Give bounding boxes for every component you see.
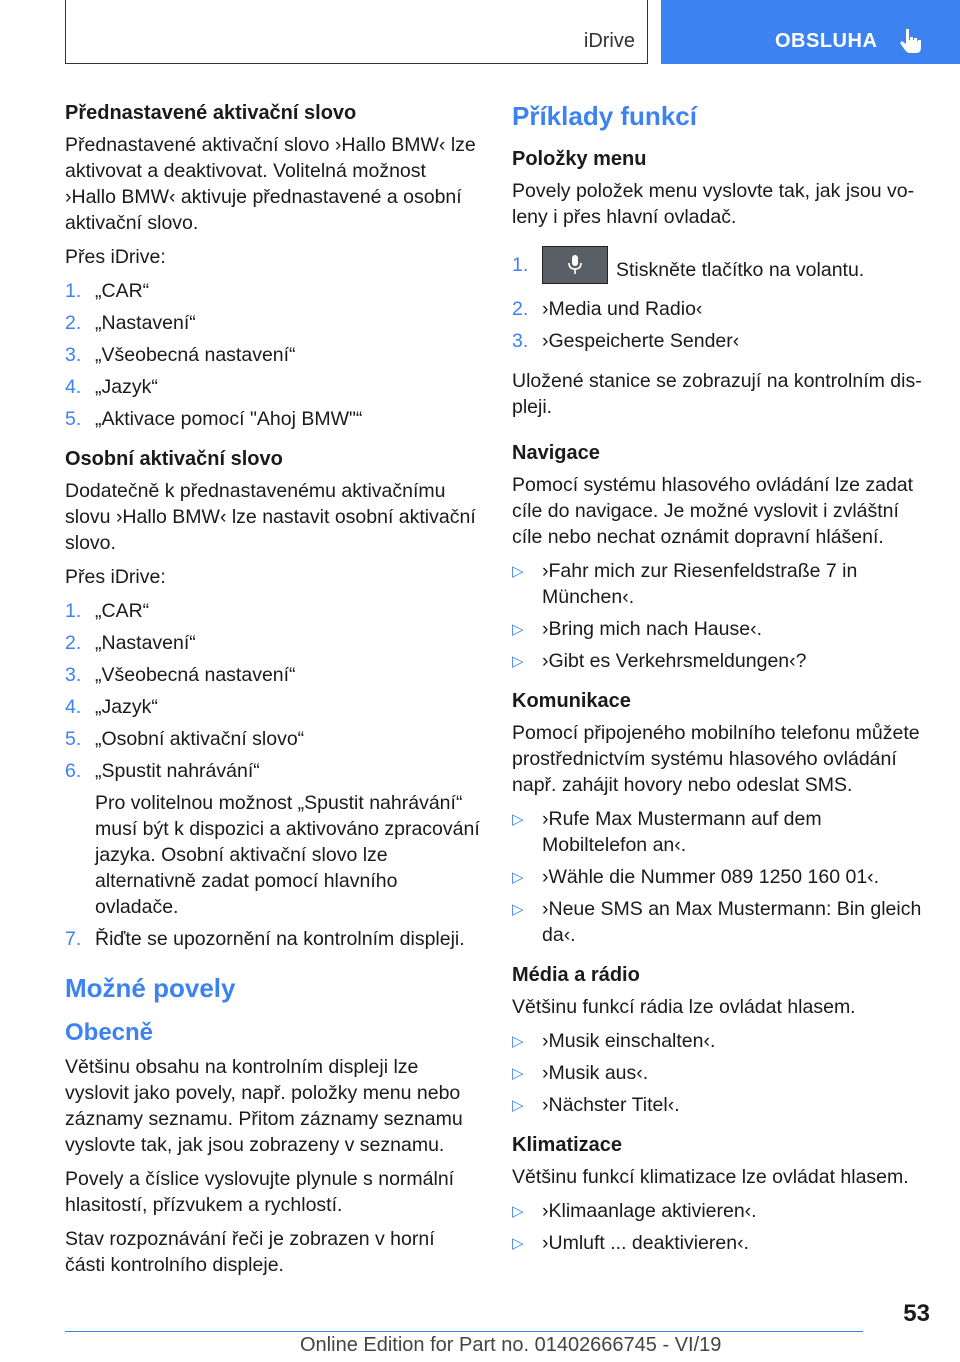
- footer-divider: [65, 1331, 863, 1332]
- paragraph-menu-after: Uložené stanice se zobrazují na kontrolním dis-pleji.: [512, 370, 922, 418]
- list-item: ▷ ›Rufe Max Mustermann auf dem Mobiltelefon an‹.: [512, 808, 822, 856]
- list-item: ▷ ›Musik einschalten‹.: [512, 1030, 716, 1052]
- list-item: ▷ ›Klimaanlage aktivieren‹.: [512, 1200, 757, 1222]
- heading-function-examples: Příklady funkcí: [512, 101, 697, 131]
- paragraph-preset: Přednastavené aktivační slovo ›Hallo BMW‹ lze aktivovat a deaktivovat. Volitelná možnost ›Hallo BMW‹ aktivuje přednastavené a osobní aktivační slovo.: [65, 134, 476, 234]
- via-idrive-1: Přes iDrive:: [65, 246, 166, 268]
- heading-communication: Komunikace: [512, 690, 631, 712]
- media-commands: [512, 1028, 930, 1118]
- paragraph-communication: Pomocí připojeného mobilního telefonu můžete prostřednictvím systému hlasového ovládání např. zahájit hovory nebo odeslat SMS.: [512, 722, 920, 796]
- voice-button: [542, 246, 608, 284]
- heading-media-radio: Média a rádio: [512, 964, 640, 986]
- paragraph-navigation: Pomocí systému hlasového ovládání lze zadat cíle do navigace. Je možné vyslovit i zvláštní cíle nebo nechat oznámit dopravní hlášení.: [512, 474, 914, 548]
- heading-navigation: Navigace: [512, 442, 600, 464]
- section-tab-label: OBSLUHA: [775, 30, 878, 52]
- list-item: 5. „Osobní aktivační slovo“: [65, 728, 305, 750]
- header-box: [65, 0, 648, 64]
- list-item: ▷ ›Bring mich nach Hause‹.: [512, 618, 763, 640]
- menu-steps: [512, 252, 930, 354]
- heading-preset-wake-word: Přednastavené aktivační slovo: [65, 102, 357, 124]
- step6-note: Pro volitelnou možnost „Spustit nahrávání“ musí být k dispozici a aktivováno zpracování jazyka. Osobní aktivační slovo lze alternativně zadat pomocí hlavního ovladače.: [95, 792, 480, 918]
- navigation-commands: [512, 558, 930, 674]
- steps-list-2: [65, 598, 480, 952]
- list-item: 3. „Všeobecná nastavení“: [65, 664, 296, 686]
- paragraph-climate: Většinu funkcí klimatizace lze ovládat hlasem.: [512, 1166, 909, 1188]
- heading-general: Obecně: [65, 1019, 154, 1046]
- list-item: 2. „Nastavení“: [65, 632, 196, 654]
- left-column: [65, 100, 480, 1286]
- heading-possible-commands: Možné povely: [65, 973, 236, 1003]
- heading-menu-items: Položky menu: [512, 148, 647, 170]
- paragraph-general-2: Povely a číslice vyslovujte plynule s normální hlasitostí, přízvukem a rychlostí.: [65, 1168, 455, 1216]
- list-item: 2. „Nastavení“: [65, 312, 196, 334]
- page-number: 53: [903, 1300, 930, 1327]
- header-idrive-label: iDrive: [583, 30, 635, 52]
- heading-climate: Klimatizace: [512, 1134, 623, 1156]
- list-item: 1. „CAR“: [65, 280, 150, 302]
- microphone-icon: [568, 255, 582, 275]
- list-item: ▷ ›Musik aus‹.: [512, 1062, 649, 1084]
- list-item: 1. Stiskněte tlačítko na volantu.: [512, 252, 930, 290]
- list-item: ▷ ›Wähle die Nummer 089 1250 160 01‹.: [512, 866, 880, 888]
- paragraph-media: Většinu funkcí rádia lze ovládat hlasem.: [512, 996, 856, 1018]
- list-item: ▷ ›Fahr mich zur Riesenfeldstraße 7 in München‹.: [512, 560, 858, 608]
- list-item: 5. „Aktivace pomocí "Ahoj BMW"“: [65, 408, 363, 430]
- list-item: ▷ ›Nächster Titel‹.: [512, 1094, 680, 1116]
- pointing-hand-icon: [897, 26, 925, 54]
- list-item: 4. „Jazyk“: [65, 376, 158, 398]
- via-idrive-2: Přes iDrive:: [65, 566, 166, 588]
- list-item: ▷ ›Neue SMS an Max Mustermann: Bin gleich da‹.: [512, 898, 922, 946]
- list-item: 6. „Spustit nahrávání“ Pro volitelnou možnost „Spustit nahrávání“ musí být k dispozici a aktivováno zpracování jazyka. Osobní aktivační slovo lze alternativně zadat pomocí hlavního ovladače.: [65, 760, 480, 918]
- list-item: ▷ ›Gibt es Verkehrsmeldungen‹?: [512, 650, 807, 672]
- climate-commands: [512, 1198, 930, 1256]
- list-item: 4. „Jazyk“: [65, 696, 158, 718]
- paragraph-general-1: Většinu obsahu na kontrolním displeji lze vyslovit jako povely, např. položky menu nebo záznamy seznamu. Přitom záznamy seznamu vyslovte tak, jak jsou zobrazeny v seznamu.: [65, 1056, 463, 1156]
- list-item: 2. ›Media und Radio‹: [512, 298, 703, 320]
- footer-edition: Online Edition for Part no. 01402666745 - VI/19: [300, 1334, 722, 1356]
- list-item: 7. Řiďte se upozornění na kontrolním displeji.: [65, 928, 465, 950]
- paragraph-general-3: Stav rozpoznávání řeči je zobrazen v horní části kontrolního displeje.: [65, 1228, 435, 1276]
- list-item: 3. ›Gespeicherte Sender‹: [512, 330, 740, 352]
- list-item: ▷ ›Umluft ... deaktivieren‹.: [512, 1232, 749, 1254]
- list-item: 1. „CAR“: [65, 600, 150, 622]
- paragraph-personal: Dodatečně k přednastavenému aktivačnímu slovu ›Hallo BMW‹ lze nastavit osobní aktivační slovo.: [65, 480, 476, 554]
- section-tab[interactable]: [661, 0, 960, 64]
- paragraph-menu: Povely položek menu vyslovte tak, jak jsou vo-leny i přes hlavní ovladač.: [512, 180, 915, 228]
- communication-commands: [512, 806, 930, 948]
- right-column: [512, 100, 930, 1270]
- list-item: 3. „Všeobecná nastavení“: [65, 344, 296, 366]
- heading-personal-wake-word: Osobní aktivační slovo: [65, 448, 283, 470]
- steps-list-1: [65, 278, 480, 432]
